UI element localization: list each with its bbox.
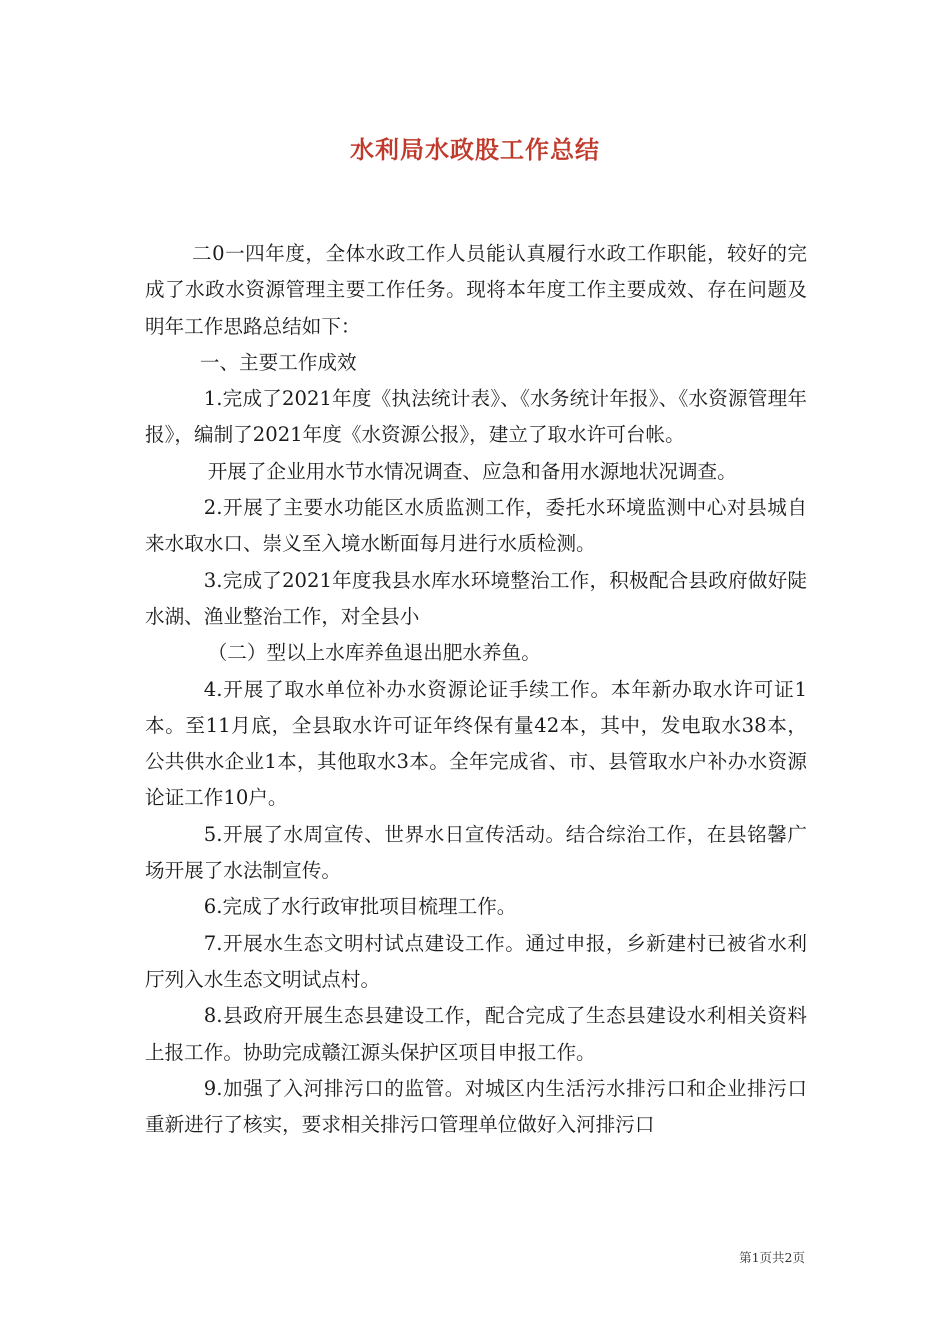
paragraph-item-5: 5.开展了水周宣传、世界水日宣传活动。结合综治工作，在县铭馨广场开展了水法制宣传。 (145, 822, 807, 883)
section-heading-main-achievements: 一、主要工作成效 (199, 350, 357, 374)
paragraph-item-1-continued: 开展了企业用水节水情况调查、应急和备用水源地状况调查。 (207, 459, 737, 483)
page-number: 第1页共2页 (739, 1250, 805, 1265)
paragraph-item-3-continued: （二）型以上水库养鱼退出肥水养鱼。 (207, 641, 541, 665)
paragraph-item-9: 9.加强了入河排污口的监管。对城区内生活污水排污口和企业排污口重新进行了核实，要求相关排污口管理单位做好入河排污口 (145, 1076, 807, 1137)
paragraph-item-2: 2.开展了主要水功能区水质监测工作，委托水环境监测中心对县城自来水取水口、崇义至入境水断面每月进行水质检测。 (145, 496, 807, 556)
document-title: 水利局水政股工作总结 (350, 136, 600, 164)
paragraph-item-3: 3.完成了2021年度我县水库水环境整治工作，积极配合县政府做好陡水湖、渔业整治工作，对全县小 (145, 568, 807, 628)
document-body (145, 236, 807, 1143)
intro-paragraph: 二0一四年度，全体水政工作人员能认真履行水政工作职能，较好的完成了水政水资源管理主要工作任务。现将本年度工作主要成效、存在问题及明年工作思路总结如下： (145, 242, 807, 338)
paragraph-item-1: 1.完成了2021年度《执法统计表》、《水务统计年报》、《水资源管理年报》，编制了2021年度《水资源公报》，建立了取水许可台帐。 (145, 387, 807, 447)
paragraph-item-4: 4.开展了取水单位补办水资源论证手续工作。本年新办取水许可证1本。至11月底，全县取水许可证年终保有量42本，其中，发电取水38本，公共供水企业1本，其他取水3本。全年完成省、市、县管取水户补办水资源论证工作10户。 (145, 677, 807, 810)
paragraph-item-8: 8.县政府开展生态县建设工作，配合完成了生态县建设水利相关资料上报工作。协助完成赣江源头保护区项目申报工作。 (145, 1004, 807, 1064)
paragraph-item-6: 6.完成了水行政审批项目梳理工作。 (203, 895, 517, 919)
paragraph-item-7: 7.开展水生态文明村试点建设工作。通过申报，乡新建村已被省水利厅列入水生态文明试点村。 (145, 931, 807, 991)
